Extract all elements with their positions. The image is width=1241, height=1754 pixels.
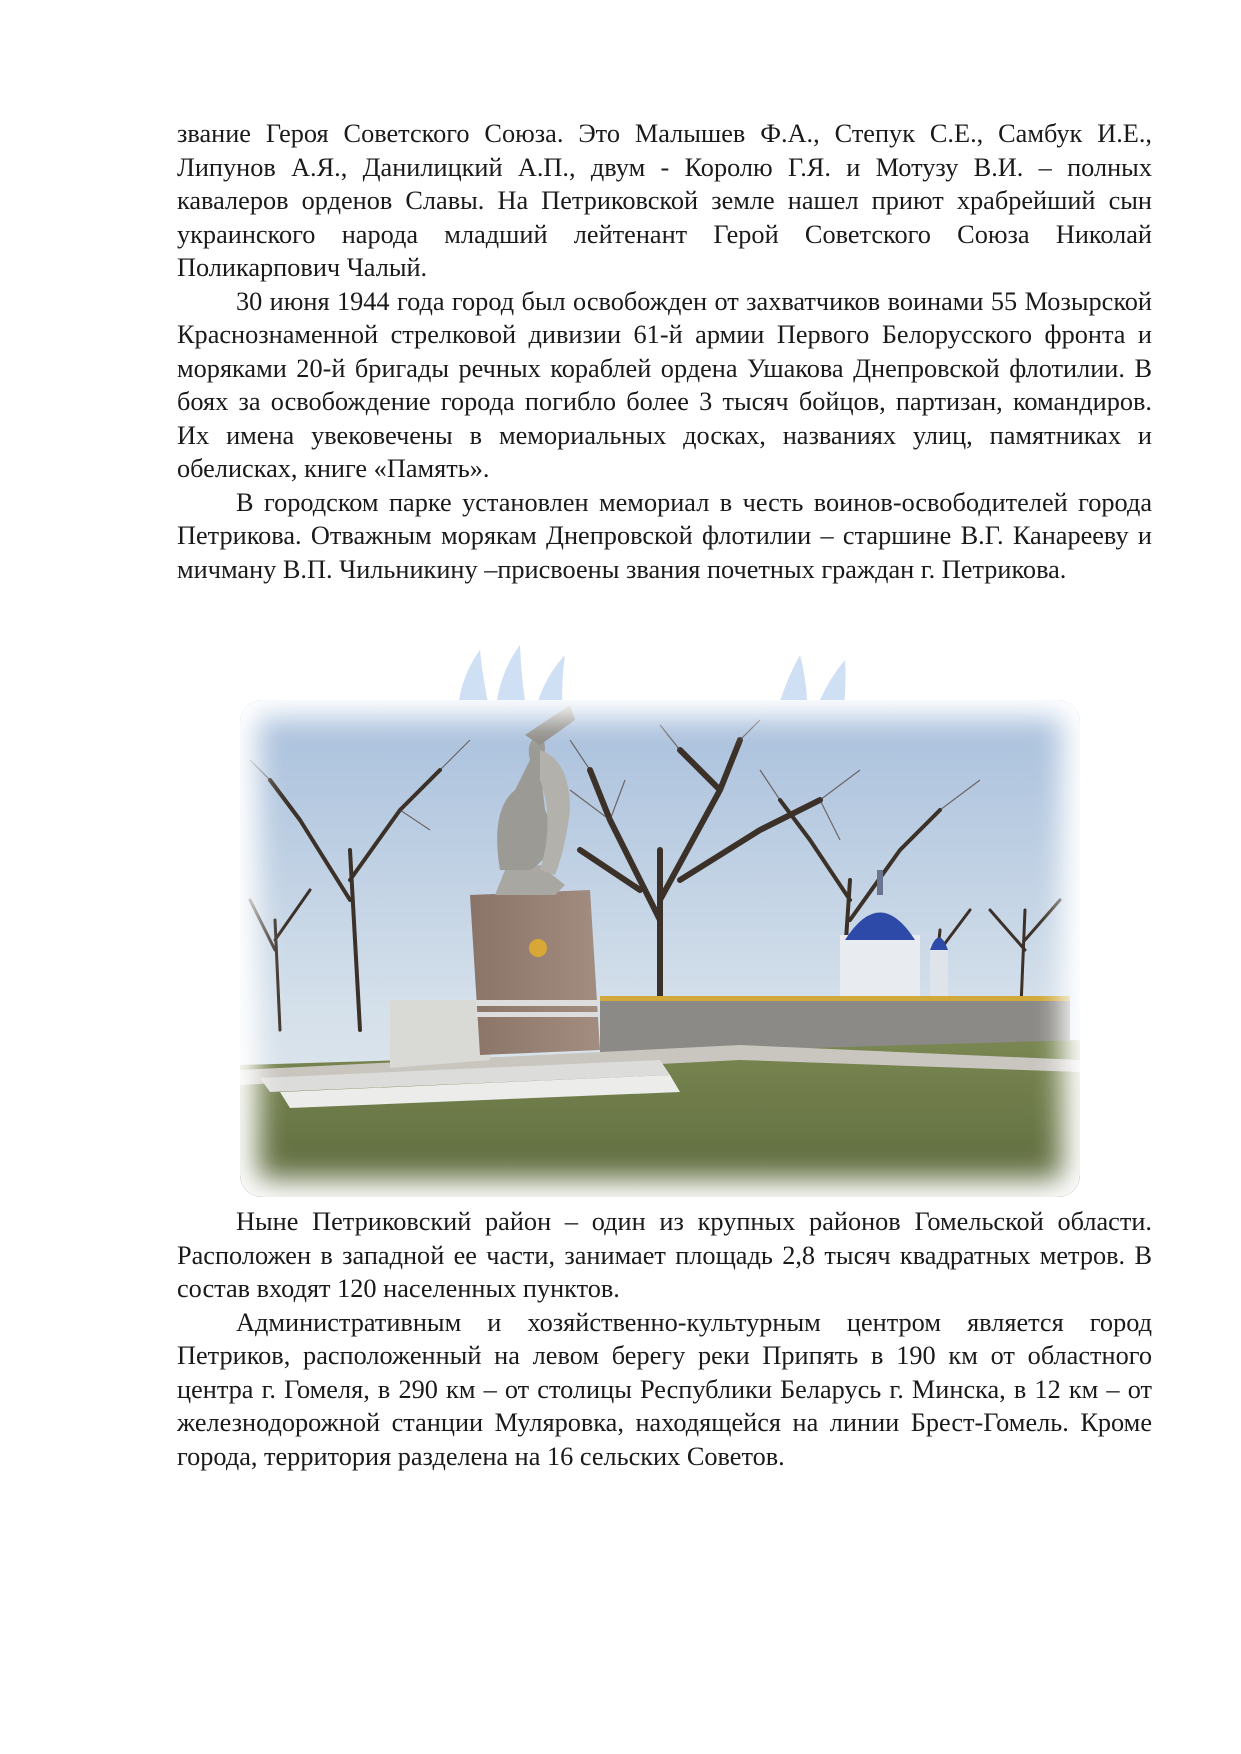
text-block-bottom xyxy=(177,1205,1152,1473)
paragraph: звание Героя Советского Союза. Это Малышев Ф.А., Степук С.Е., Самбук И.Е., Липунов А.Я., Данилицкий А.П., двум - Королю Г.Я. и Мотузу В.И. – полных кавалеров орденов Славы. На Петриковской земле нашел приют храбрейший сын украинского народа младший лейтенант Герой Советского Союза Николай Поликарпович Чалый. xyxy=(177,119,1152,282)
paragraph: В городском парке установлен мемориал в честь воинов-освободителей города Петрикова. Отважным морякам Днепровской флотилии – старшине В.Г. Канарееву и мичману В.П. Чильникину –присвоены звания почетных граждан г. Петрикова. xyxy=(177,487,1152,584)
memorial-photo-graphic xyxy=(240,700,1080,1197)
memorial-photo xyxy=(240,700,1080,1197)
paragraph: Административным и хозяйственно-культурным центром является город Петриков, расположенный на левом берегу реки Припять в 190 км от областного центра г. Гомеля, в 290 км – от столицы Республики Беларусь г. Минска, в 12 км – от железнодорожной станции Муляровка, находящейся на линии Брест-Гомель. Кроме города, территория разделена на 16 сельских Советов. xyxy=(177,1307,1152,1471)
paragraph: Ныне Петриковский район – один из крупных районов Гомельской области. Расположен в западной ее части, занимает площадь 2,8 тысяч квадратных метров. В состав входят 120 населенных пунктов. xyxy=(177,1207,1152,1303)
paragraph: 30 июня 1944 года город был освобожден от захватчиков воинами 55 Мозырской Краснознаменной стрелковой дивизии 61-й армии Первого Белорусского фронта и моряками 20-й бригады речных кораблей ордена Ушакова Днепровской флотилии. В боях за освобождение города погибло более 3 тысяч бойцов, партизан, командиров. Их имена увековечены в мемориальных досках, названиях улиц, памятниках и обелисках, книге «Память». xyxy=(177,286,1152,483)
text-block-top xyxy=(177,117,1152,586)
